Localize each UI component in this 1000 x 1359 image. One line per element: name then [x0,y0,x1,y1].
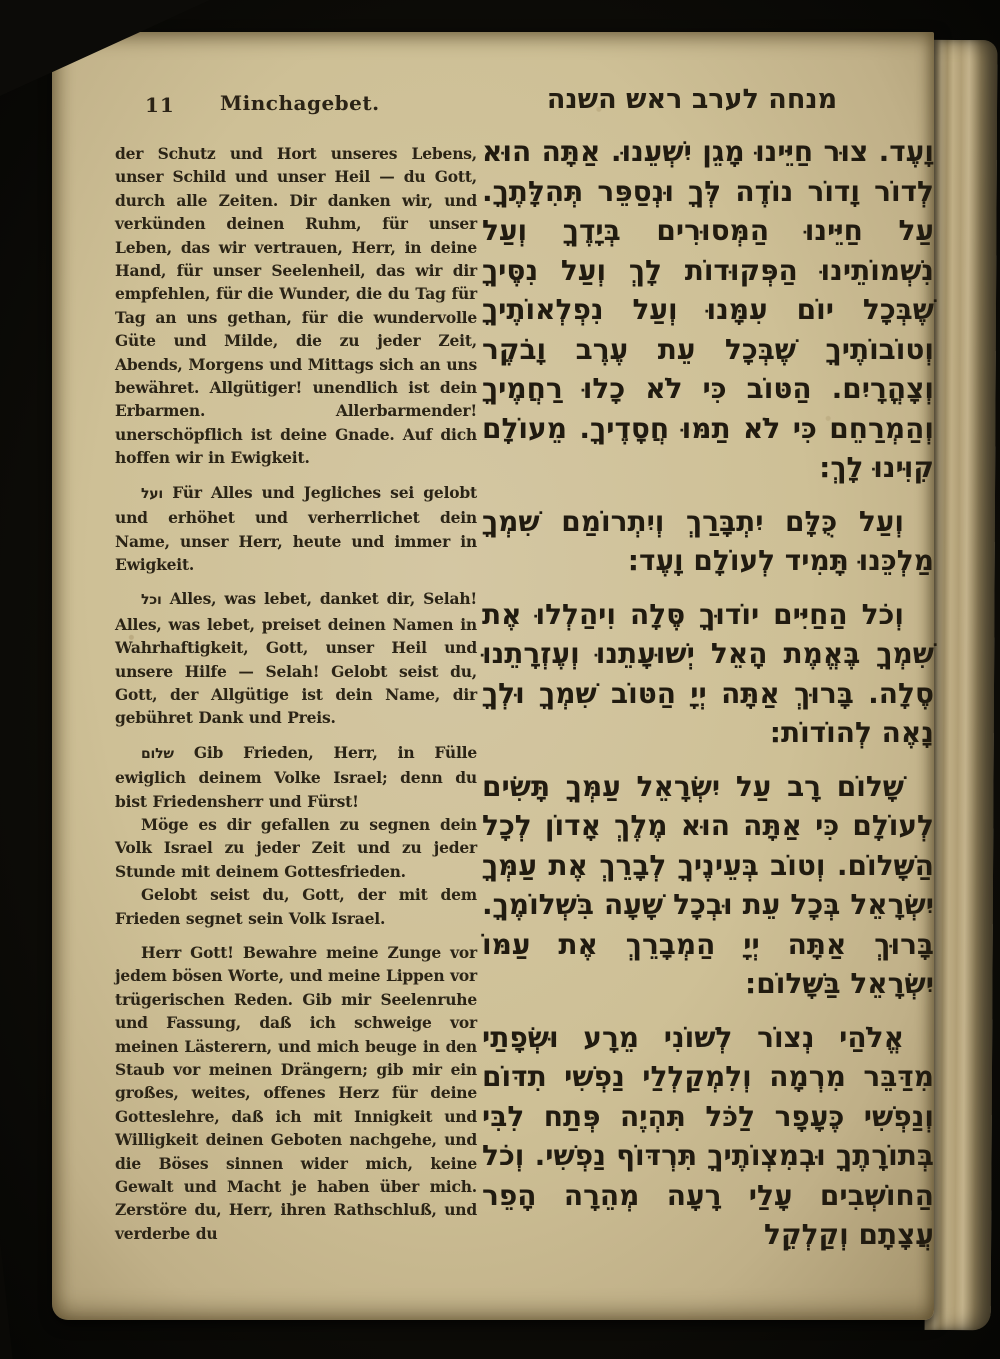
hebrew-paragraph: אֱלֹהַי נְצוֹר לְשׁוֹנִי מֵרָע וּשְׂפָתַי מִדַּבֵּר מִרְמָה וְלִמְקַלְלַי נַפְשִׁי תִדּוֹם וְנַפְשִׁי כֶּעָפָר לַכֹּל תִּהְיֶה פְּתַח לִבִּי בְּתוֹרָתֶךָ וּבְמִצְוֹתֶיךָ תִּרְדּוֹף נַפְשִׁי. וְכֹל הַחוֹשְׁבִים עָלַי רָעָה מְהֵרָה הָפֵר עֲצָתָם וְקַלְקֵל [482,1020,934,1251]
german-paragraph-text: Gib Frieden, Herr, in Fülle ewiglich deinem Volke Israel; denn du bist Friedensherr und Fürst! [115,742,477,811]
german-paragraph-text: Möge es dir gefallen zu segnen dein Volk Israel zu jeder Zeit und zu jeder Stunde mit deinem Gottesfrieden. [115,814,477,881]
german-paragraph [115,587,477,729]
german-paragraph [115,741,477,813]
german-paragraph-text: Alles, was lebet, danket dir, Selah! Alles, was lebet, preiset deinen Namen in Wahrhaftigkeit, Gott, unser Heil und unsere Hilfe — Selah! Gelobt seist du, Gott, der Allgütige ist dein Name, dir gebühret Dank und Preis. [115,589,477,728]
hebrew-lead-word: ועל [141,485,163,502]
page-title-hebrew: מנחה לערב ראש השנה [546,84,838,115]
hebrew-lead-word: וכל [141,592,162,609]
german-paragraph [115,941,477,1245]
hebrew-text-column [482,132,934,1255]
page-number: 11 [145,93,175,117]
german-paragraph-text: Gelobt seist du, Gott, der mit dem Frieden segnet sein Volk Israel. [115,885,477,928]
german-text-column [115,142,477,1245]
hebrew-lead-word: שלום [141,745,174,762]
german-paragraph [115,883,477,930]
book-page-edges [925,40,998,1330]
german-paragraph-text: Für Alles und Jegliches sei gelobt und erhöhet und verherrlichet dein Name, unser Herr, heute und immer in Ewigkeit. [115,482,477,574]
book-page [52,32,934,1320]
page-title-german: Minchagebet. [220,91,380,115]
hebrew-paragraph: וְכֹל הַחַיִּים יוֹדוּךָ סֶּלָה וִיהַלְלוּ אֶת שִׁמְךָ בֶּאֱמֶת הָאֵל יְשׁוּעָתֵנוּ וְעֶזְרָתֵנוּ סֶלָה. בָּרוּךְ אַתָּה יְיָ הַטּוֹב שִׁמְךָ וּלְךָ נָאֶה לְהוֹדוֹת: [482,597,934,749]
hebrew-paragraph: וָעֶד. צוּר חַיֵּינוּ מָגֵן יִשְׁעֵנוּ. אַתָּה הוּא לְדוֹר וָדוֹר נוֹדֶה לְּךָ וּנְסַפֵּר תְּהִלָּתֶךָ. עַל חַיֵּינוּ הַמְּסוּרִים בְּיָדֶךָ וְעַל נִשְׁמוֹתֵינוּ הַפְּקוּדוֹת לָךְ וְעַל נִסֶּיךָ שֶׁבְּכָל יוֹם עִמָּנוּ וְעַל נִפְלְאוֹתֶיךָ וְטוֹבוֹתֶיךָ שֶׁבְּכָל עֵת עֶרֶב וָבֹקֶר וְצָהֳרָיִם. הַטּוֹב כִּי לֹא כָלוּ רַחֲמֶיךָ וְהַמְרַחֵם כִּי לֹא תַמּוּ חֲסָדֶיךָ. מֵעוֹלָם קִוִּינוּ לָךְ: [482,135,934,484]
german-paragraph [115,813,477,883]
hebrew-paragraph: וְעַל כֻּלָּם יִתְבָּרַךְ וְיִתְרוֹמַם שִׁמְךָ מַלְכֵּנוּ תָּמִיד לְעוֹלָם וָעֶד: [482,504,934,577]
german-paragraph [115,481,477,577]
hebrew-paragraph: שָׁלוֹם רָב עַל יִשְׂרָאֵל עַמְּךָ תָּשִׂים לְעוֹלָם כִּי אַתָּה הוּא מֶלֶךְ אָדוֹן לְכָל הַשָּׁלוֹם. וְטוֹב בְּעֵינֶיךָ לְבָרֵךְ אֶת עַמְּךָ יִשְׂרָאֵל בְּכָל עֵת וּבְכָל שָׁעָה בִּשְׁלוֹמֶךָ. בָּרוּךְ אַתָּה יְיָ הַמְבָרֵךְ אֶת עַמּוֹ יִשְׂרָאֵל בַּשָּׁלוֹם: [482,769,934,1000]
german-paragraph [115,142,477,470]
german-paragraph-text: der Schutz und Hort unseres Lebens, unser Schild und unser Heil — du Gott, durch alle Zeiten. Dir danken wir, und verkünden deinen Ruhm, für unser Leben, das wir vertrauen, Herr, in deine Hand, für unser Seelenheil, das wir dir empfehlen, für die Wunder, die du Tag für Tag an uns gethan, für die wundervolle Güte und Milde, die zu jeder Zeit, Abends, Morgens und Mittags sich an uns bewähret. Allgütiger! unendlich ist dein Erbarmen. Allerbarmender! unerschöpflich ist deine Gnade. Auf dich hoffen wir in Ewigkeit. [115,144,477,468]
german-paragraph-text: Herr Gott! Bewahre meine Zunge vor jedem bösen Worte, und meine Lippen vor trügerischen Reden. Gib mir Seelenruhe und Fassung, daß ich schweige vor meinen Lästerern, und mich beuge in den Staub vor meinen Drängern; gib mir ein großes, weites, offenes Herz für deine Gotteslehre, daß ich mit Innigkeit und Willigkeit deinen Geboten nachgehe, und die Böses sinnen wider mich, keine Gewalt und Macht je haben über mich. Zerstöre du, Herr, ihren Rathschluß, und verderbe du [115,943,478,1243]
